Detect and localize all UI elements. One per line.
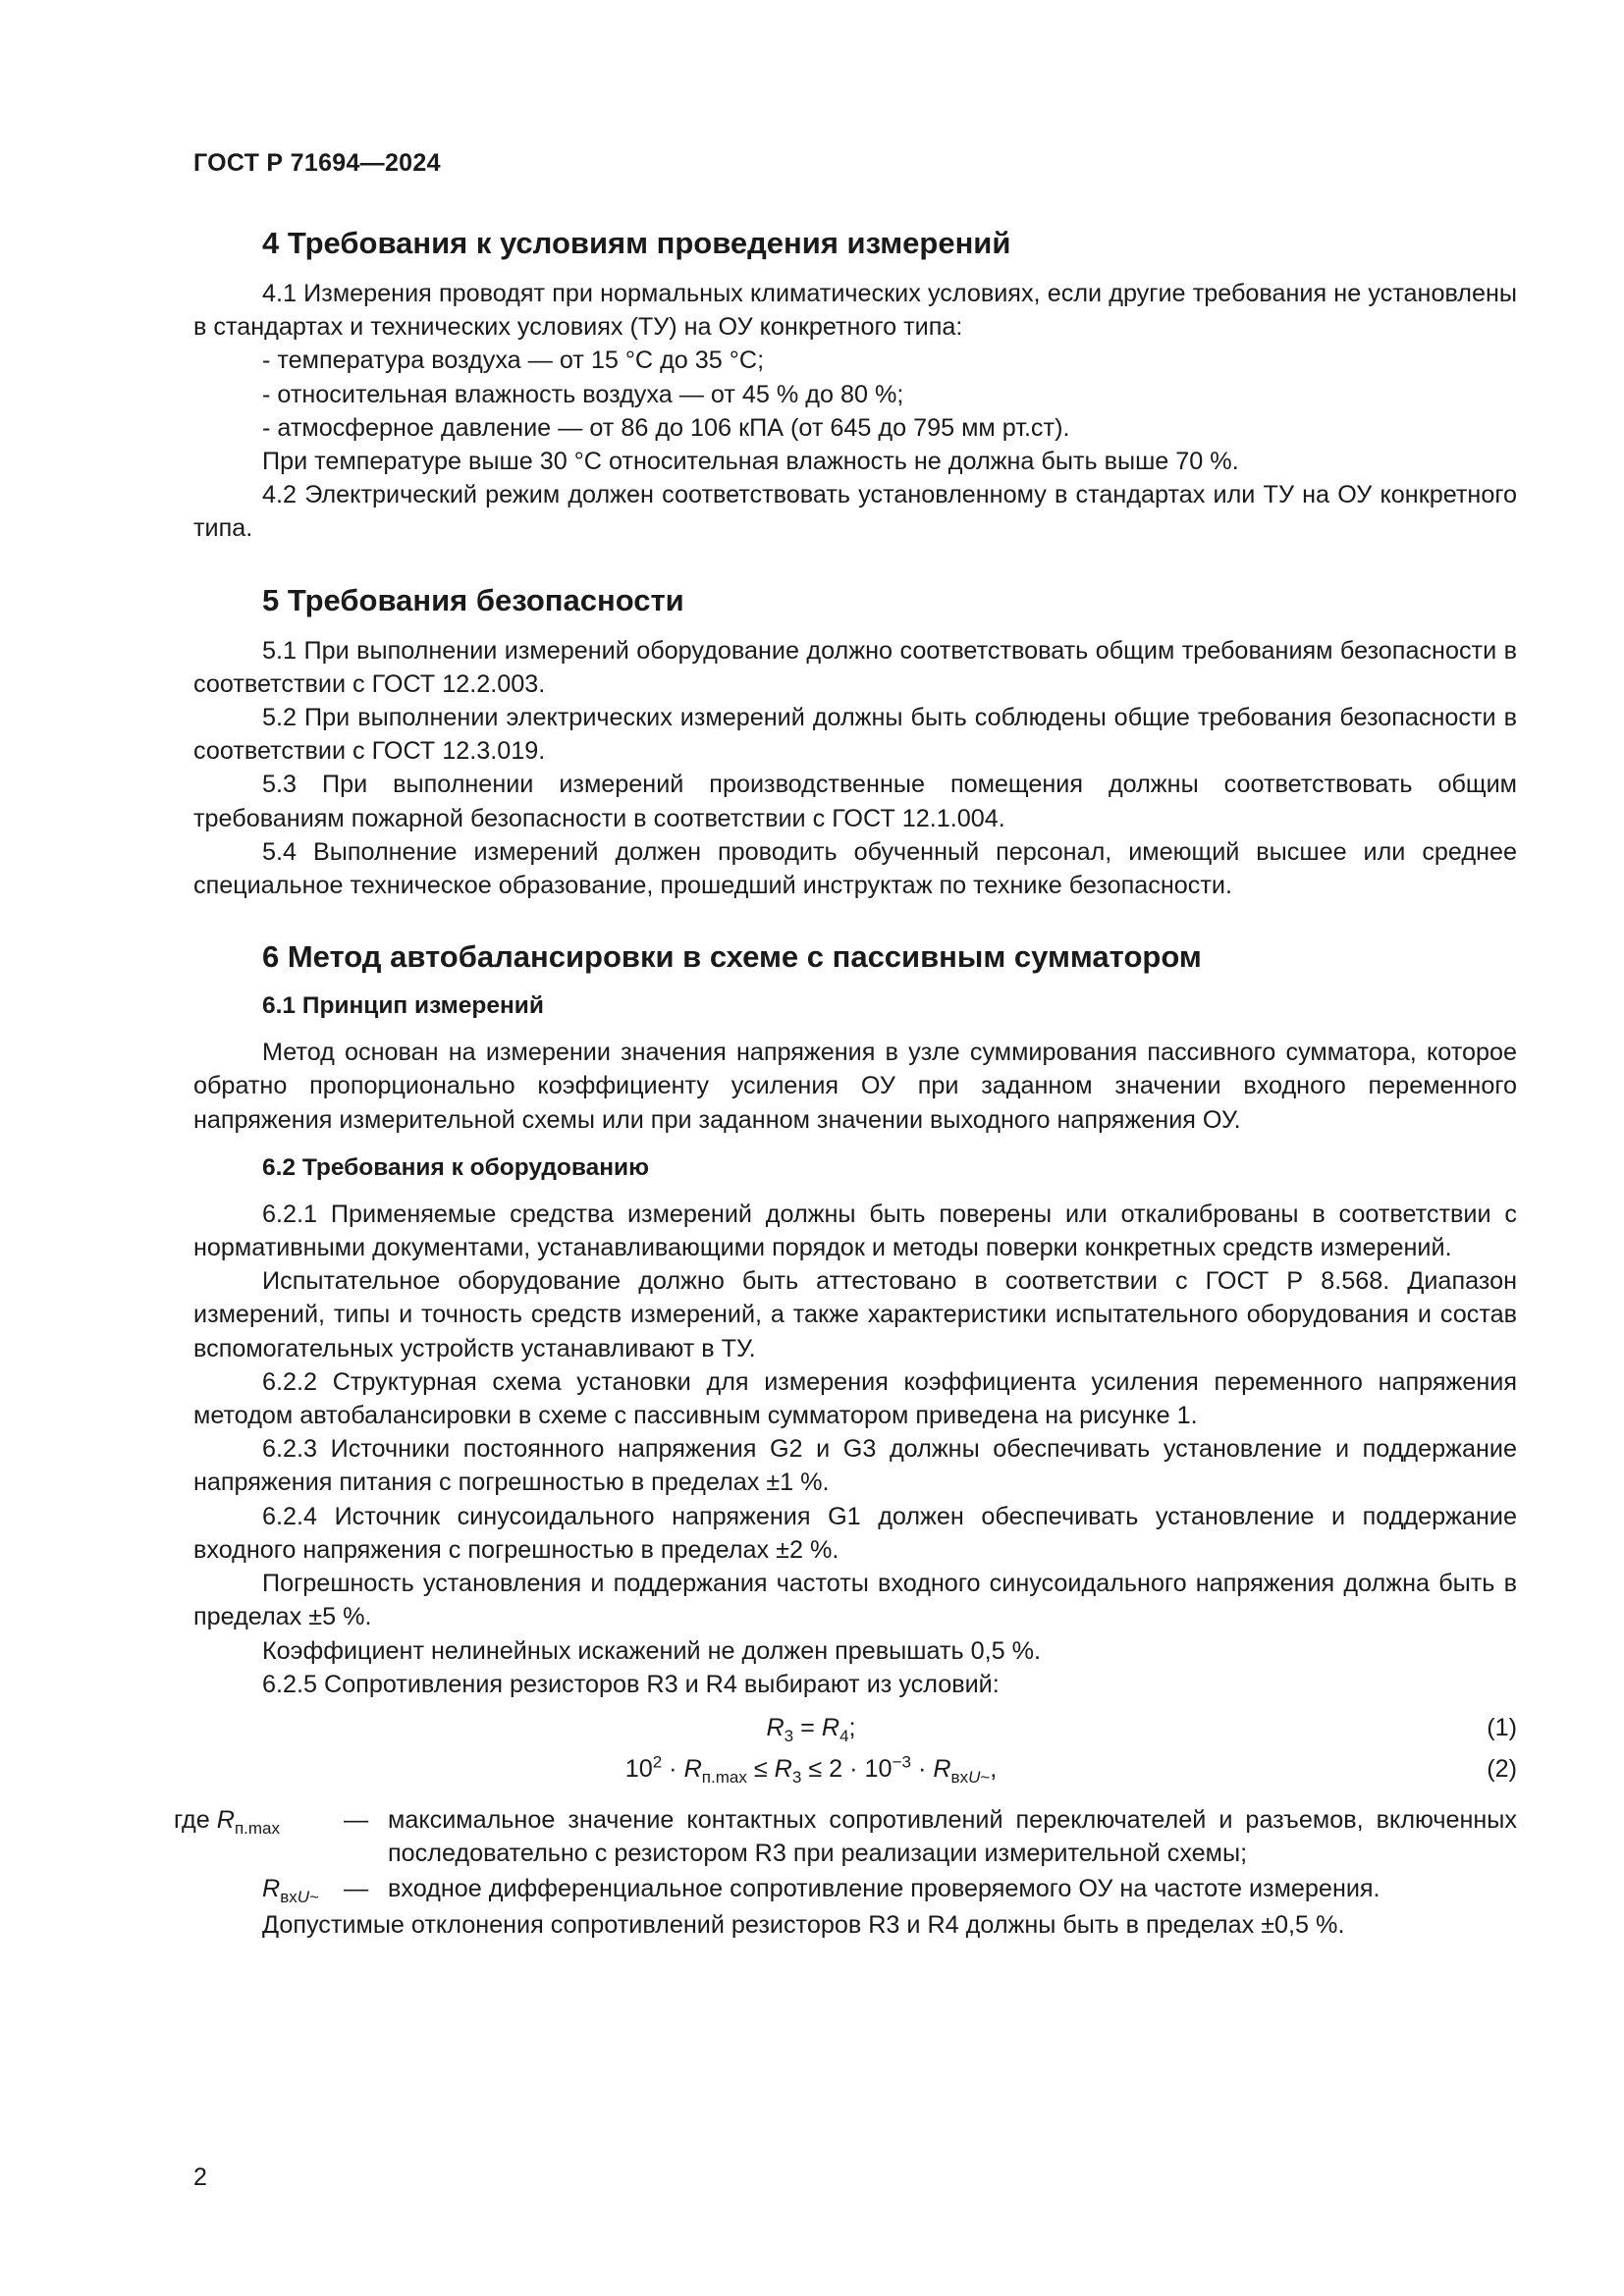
paragraph-tolerance: Допустимые отклонения сопротивлений резисторов R3 и R4 должны быть в пределах ±0,5 %.: [262, 1910, 1345, 1939]
page-content: [174, 224, 1517, 1942]
paragraph-5-2: 5.2 При выполнении электрических измерений должны быть соблюдены общие требования безопасности в соответствии с ГОСТ 12.3.019.: [193, 704, 1517, 766]
where-dash: —: [344, 1875, 369, 1903]
equation-1: [193, 1709, 1517, 1750]
where-clause-rpmax: [174, 1803, 1517, 1870]
equation-2: [193, 1750, 1517, 1791]
section-5-heading: 5 Требования безопасности: [262, 582, 684, 617]
section-4-heading: 4 Требования к условиям проведения измерений: [262, 226, 1011, 260]
equation-1-expression: $R_3 = R_4$;: [766, 1713, 856, 1745]
paragraph-6-2-3: 6.2.3 Источники постоянного напряжения G2 и G3 должны обеспечивать установление и поддержание напряжения питания с погрешностью в пределах ±1 %.: [193, 1435, 1517, 1497]
paragraph-test-equipment: Испытательное оборудование должно быть аттестовано в соответствии с ГОСТ Р 8.568. Диапазон измерений, типы и точность средств измерений, а также характеристики испытательного оборудования и состав вспомогательных устройств устанавливают в ТУ.: [193, 1267, 1517, 1362]
list-item-humidity: - относительная влажность воздуха — от 45 % до 80 %;: [262, 380, 904, 408]
equation-2-number: (2): [1487, 1754, 1517, 1783]
paragraph-5-4: 5.4 Выполнение измерений должен проводить обученный персонал, имеющий высшее или среднее специальное техническое образование, прошедший инструктаж по технике безопасности.: [193, 837, 1517, 900]
paragraph-5-3: 5.3 При выполнении измерений производственные помещения должны соответствовать общим требованиям пожарной безопасности в соответствии с ГОСТ 12.1.004.: [193, 771, 1517, 832]
where-description-rpmax: максимальное значение контактных сопротивлений переключателей и разъемов, включенных последовательно с резистором R3 при реализации измерительной схемы;: [388, 1805, 1517, 1868]
list-item-temperature: - температура воздуха — от 15 °С до 35 °С;: [262, 347, 765, 375]
list-item-pressure: - атмосферное давление — от 86 до 106 кПА (от 645 до 795 мм рт.ст).: [262, 413, 1070, 442]
paragraph-humidity-limit: При температуре выше 30 °С относительная влажность не должна быть выше 70 %.: [262, 448, 1239, 476]
paragraph-4-2: 4.2 Электрический режим должен соответствовать установленному в стандартах или ТУ на ОУ конкретного типа.: [193, 481, 1517, 543]
page-number: 2: [193, 2163, 207, 2191]
document-code-header: ГОСТ Р 71694—2024: [193, 149, 441, 177]
paragraph-6-1: Метод основан на измерении значения напряжения в узле суммирования пассивного сумматора, которое обратно пропорционально коэффициенту усиления ОУ при заданном значении входного переменного напряжения измерительной схемы или при заданном значении выходного напряжения ОУ.: [193, 1039, 1517, 1134]
where-clause-rvx: [193, 1872, 1517, 1905]
paragraph-distortion: Коэффициент нелинейных искажений не должен превышать 0,5 %.: [262, 1636, 1041, 1665]
paragraph-5-1: 5.1 При выполнении измерений оборудование должно соответствовать общим требованиям безопасности в соответствии с ГОСТ 12.2.003.: [193, 636, 1517, 698]
equation-1-number: (1): [1487, 1713, 1517, 1741]
section-6-heading: 6 Метод автобалансировки в схеме с пассивным сумматором: [262, 939, 1202, 975]
where-dash: —: [344, 1805, 369, 1834]
paragraph-6-2-4: 6.2.4 Источник синусоидального напряжения G1 должен обеспечивать установление и поддержание входного напряжения с погрешностью в пределах ±2 %.: [193, 1502, 1517, 1564]
paragraph-6-2-2: 6.2.2 Структурная схема установки для измерения коэффициента усиления переменного напряжения методом автобалансировки в схеме с пассивным сумматором приведена на рисунке 1.: [193, 1367, 1517, 1430]
equation-2-expression: $10^2 \cdot R_{п.max} \le R_3 \le 2 \cdot 10^{-3} \cdot R_{вхU\sim}$,: [624, 1752, 998, 1787]
where-symbol-rvx: $R_{вхU\sim}$: [262, 1875, 319, 1907]
subsection-6-1-heading: 6.1 Принцип измерений: [262, 992, 544, 1020]
where-description-rvx: входное дифференциальное сопротивление проверяемого ОУ на частоте измерения.: [388, 1875, 1380, 1903]
paragraph-frequency-error: Погрешность установления и поддержания частоты входного синусоидального напряжения должна быть в пределах ±5 %.: [193, 1570, 1517, 1631]
where-symbol-rpmax: где $R_{п.max}$: [174, 1805, 281, 1838]
paragraph-4-1: 4.1 Измерения проводят при нормальных климатических условиях, если другие требования не установлены в стандартах и технических условиях (ТУ) на ОУ конкретного типа:: [193, 280, 1517, 342]
paragraph-6-2-1: 6.2.1 Применяемые средства измерений должны быть поверены или откалиброваны в соответствии с нормативными документами, устанавливающими порядок и методы поверки конкретных средств измерений.: [193, 1200, 1517, 1262]
paragraph-6-2-5: 6.2.5 Сопротивления резисторов R3 и R4 выбирают из условий:: [262, 1670, 1000, 1698]
subsection-6-2-heading: 6.2 Требования к оборудованию: [262, 1153, 650, 1181]
